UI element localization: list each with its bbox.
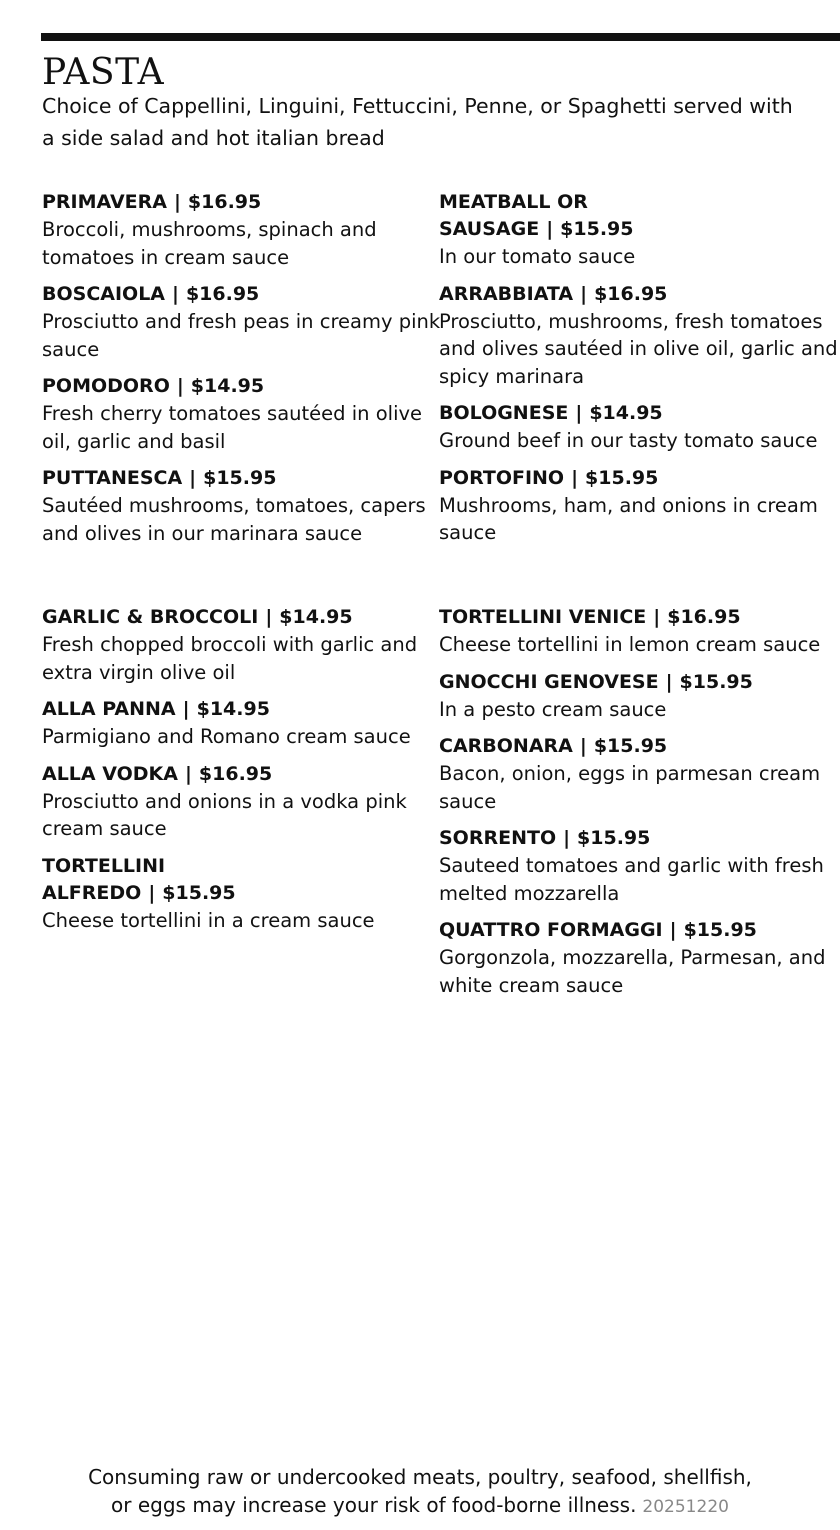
top-rule bbox=[41, 33, 840, 41]
item-description: Prosciutto and fresh peas in creamy pink sauce bbox=[42, 310, 441, 361]
menu-item bbox=[42, 189, 442, 271]
menu-item bbox=[439, 825, 839, 907]
menu-column-left-bottom bbox=[42, 604, 442, 944]
item-description: Sautéed mushrooms, tomatoes, capers and olives in our marinara sauce bbox=[42, 494, 426, 545]
item-price: $15.95 bbox=[585, 466, 659, 489]
item-description: Bacon, onion, eggs in parmesan cream sauce bbox=[439, 762, 821, 813]
menu-item bbox=[42, 761, 442, 843]
menu-item-header bbox=[439, 917, 839, 944]
item-name: ALLA PANNA bbox=[42, 698, 176, 720]
item-price: $15.95 bbox=[203, 467, 277, 489]
menu-item bbox=[439, 400, 839, 455]
menu-column-left-top bbox=[42, 189, 442, 557]
item-price: $14.95 bbox=[589, 402, 663, 424]
menu-item-header bbox=[439, 669, 839, 696]
item-description: Sauteed tomatoes and garlic with fresh melted mozzarella bbox=[439, 854, 824, 905]
item-price: $15.95 bbox=[683, 919, 757, 941]
menu-item-header bbox=[42, 281, 442, 308]
item-name: CARBONARA bbox=[439, 735, 573, 757]
menu-item-header bbox=[42, 696, 442, 723]
menu-item-header bbox=[439, 604, 839, 631]
item-description: In our tomato sauce bbox=[439, 245, 636, 268]
menu-item bbox=[42, 604, 442, 686]
item-price: $14.95 bbox=[196, 698, 270, 720]
item-name: TORTELLINI VENICE bbox=[439, 606, 647, 628]
menu-item bbox=[439, 281, 839, 391]
item-price: $15.95 bbox=[162, 881, 236, 904]
price-separator: | bbox=[580, 282, 588, 305]
menu-column-right-top bbox=[439, 189, 839, 557]
price-separator: | bbox=[189, 467, 197, 489]
menu-item-header bbox=[439, 465, 839, 492]
price-separator: | bbox=[172, 283, 179, 305]
item-price: $16.95 bbox=[594, 282, 668, 305]
item-price: $16.95 bbox=[187, 191, 262, 213]
menu-item-header bbox=[42, 761, 442, 788]
menu-item-header bbox=[42, 373, 442, 400]
menu-item-header bbox=[439, 825, 839, 852]
menu-version-code: 20251220 bbox=[642, 1497, 729, 1517]
item-description: Parmigiano and Romano cream sauce bbox=[42, 725, 411, 748]
item-name: PRIMAVERA bbox=[42, 191, 167, 213]
menu-item bbox=[439, 189, 839, 271]
menu-item bbox=[42, 696, 442, 751]
item-description: Mushrooms, ham, and onions in cream sauce bbox=[439, 493, 818, 544]
item-name: POMODORO bbox=[42, 375, 170, 397]
price-separator: | bbox=[184, 762, 192, 785]
price-separator: | bbox=[173, 191, 181, 213]
menu-item bbox=[439, 465, 839, 547]
menu-item-header bbox=[439, 400, 839, 427]
menu-item bbox=[439, 733, 839, 815]
item-description: Cheese tortellini in lemon cream sauce bbox=[439, 633, 821, 656]
menu-column-right-bottom bbox=[439, 604, 839, 1009]
menu-item bbox=[42, 853, 442, 935]
price-separator: | bbox=[176, 375, 184, 397]
disclaimer-line-2: or eggs may increase your risk of food-borne illness. bbox=[111, 1493, 637, 1517]
item-description: Prosciutto and onions in a vodka pink cream sauce bbox=[42, 789, 407, 840]
menu-item-header bbox=[42, 604, 442, 631]
menu-item bbox=[439, 669, 839, 724]
menu-item-header bbox=[439, 189, 669, 243]
item-price: $14.95 bbox=[190, 375, 265, 397]
item-name: TORTELLINI ALFREDO bbox=[42, 854, 166, 904]
health-disclaimer bbox=[0, 1463, 840, 1521]
item-name: ALLA VODKA bbox=[42, 762, 178, 785]
item-description: Fresh chopped broccoli with garlic and extra virgin olive oil bbox=[42, 633, 418, 684]
item-price: $14.95 bbox=[279, 606, 353, 628]
price-separator: | bbox=[665, 670, 673, 693]
item-name: GARLIC & BROCCOLI bbox=[42, 606, 259, 628]
menu-item-header bbox=[42, 465, 442, 492]
item-price: $15.95 bbox=[679, 670, 753, 693]
item-price: $16.95 bbox=[198, 762, 273, 785]
item-name: ARRABBIATA bbox=[439, 282, 574, 305]
item-price: $15.95 bbox=[560, 218, 634, 240]
disclaimer-line-2-row bbox=[0, 1491, 840, 1521]
item-description: Ground beef in our tasty tomato sauce bbox=[439, 429, 818, 452]
item-price: $15.95 bbox=[593, 735, 668, 757]
menu-item-header bbox=[439, 733, 839, 760]
price-separator: | bbox=[579, 735, 587, 757]
item-description: Fresh cherry tomatoes sautéed in olive oil, garlic and basil bbox=[42, 402, 423, 453]
price-separator: | bbox=[653, 606, 661, 628]
menu-item bbox=[439, 917, 839, 999]
menu-item-header bbox=[42, 853, 272, 907]
item-price: $16.95 bbox=[667, 606, 741, 628]
item-description: Gorgonzola, mozzarella, Parmesan, and white cream sauce bbox=[439, 946, 826, 997]
menu-item bbox=[42, 281, 442, 363]
price-separator: | bbox=[575, 402, 583, 424]
item-name: BOLOGNESE bbox=[439, 402, 569, 424]
menu-item bbox=[42, 465, 442, 547]
price-separator: | bbox=[563, 827, 571, 849]
item-name: BOSCAIOLA bbox=[42, 283, 165, 305]
section-description: Choice of Cappellini, Linguini, Fettuccini, Penne, or Spaghetti served with a side salad and hot italian bread bbox=[42, 94, 793, 150]
item-name: PORTOFINO bbox=[439, 466, 565, 489]
menu-item-header bbox=[42, 189, 442, 216]
item-description: Broccoli, mushrooms, spinach and tomatoes in cream sauce bbox=[42, 218, 377, 269]
item-name: MEATBALL OR SAUSAGE bbox=[439, 191, 588, 240]
price-separator: | bbox=[148, 881, 156, 904]
item-price: $15.95 bbox=[577, 827, 651, 849]
item-description: In a pesto cream sauce bbox=[439, 697, 667, 721]
menu-item-header bbox=[439, 281, 839, 308]
item-description: Prosciutto, mushrooms, fresh tomatoes and olives sautéed in olive oil, garlic and spicy marinara bbox=[439, 309, 838, 388]
menu-item bbox=[42, 373, 442, 455]
disclaimer-line-1: Consuming raw or undercooked meats, poultry, seafood, shellfish, bbox=[88, 1465, 752, 1489]
item-name: SORRENTO bbox=[439, 827, 557, 849]
price-separator: | bbox=[182, 698, 190, 720]
price-separator: | bbox=[571, 466, 579, 489]
item-description: Cheese tortellini in a cream sauce bbox=[42, 908, 375, 932]
section-title: PASTA bbox=[42, 52, 165, 93]
price-separator: | bbox=[669, 919, 677, 941]
price-separator: | bbox=[546, 218, 554, 240]
menu-item bbox=[439, 604, 839, 659]
item-name: QUATTRO FORMAGGI bbox=[439, 919, 663, 941]
price-separator: | bbox=[265, 606, 273, 628]
item-name: PUTTANESCA bbox=[42, 467, 183, 489]
item-name: GNOCCHI GENOVESE bbox=[439, 670, 659, 693]
item-price: $16.95 bbox=[185, 283, 260, 305]
